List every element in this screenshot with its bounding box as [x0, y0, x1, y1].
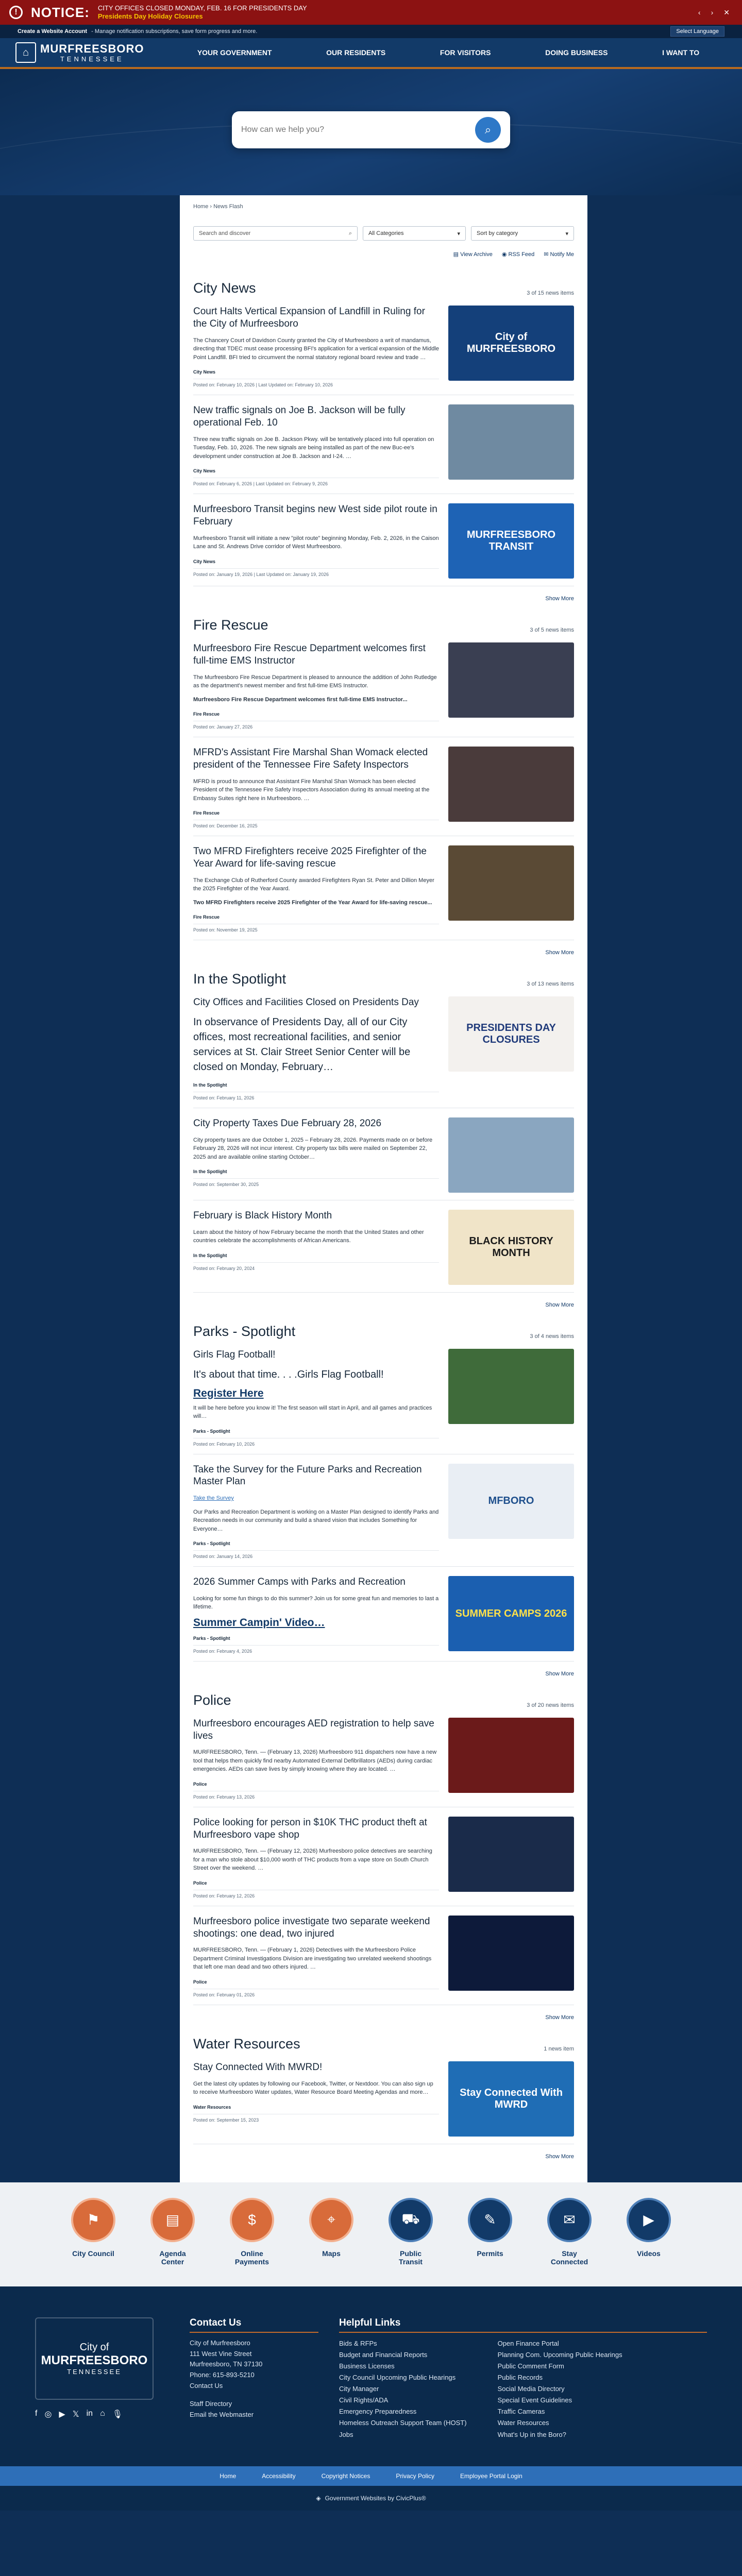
quick-link-icon: $: [230, 2198, 274, 2242]
notice-prev-button[interactable]: ‹: [698, 8, 701, 16]
category-count: 3 of 20 news items: [527, 1702, 574, 1708]
view-archive-link[interactable]: ▤ View Archive: [453, 251, 493, 258]
news-item-summary: City property taxes are due October 1, 2025 – February 28, 2026. Payments made on or before February 28, 2026 will not incur interest. City property tax bills were mailed on September 22, 2025 and are available online starting October…: [193, 1137, 433, 1160]
civicplus-icon: ◈: [316, 2494, 321, 2502]
notice-title: NOTICE:: [31, 4, 90, 20]
news-item-image[interactable]: [448, 2061, 574, 2137]
news-item-title[interactable]: New traffic signals on Joe B. Jackson will be fully operational Feb. 10: [193, 405, 406, 428]
news-item-title[interactable]: Take the Survey for the Future Parks and Recreation Master Plan: [193, 1464, 422, 1487]
news-item-image[interactable]: [448, 642, 574, 718]
bottom-link[interactable]: Copyright Notices: [321, 2472, 370, 2480]
news-item-image-text: MFBORO: [488, 1495, 534, 1506]
news-item-category: Fire Rescue: [193, 810, 220, 816]
category-header: [193, 280, 574, 296]
news-item-title[interactable]: Murfreesboro encourages AED registration to help save lives: [193, 1718, 434, 1741]
category-count: 3 of 4 news items: [530, 1333, 574, 1340]
category-title: Fire Rescue: [193, 617, 268, 633]
footer-link[interactable]: City Manager: [339, 2385, 379, 2393]
news-item-summary: Learn about the history of how February became the month that the United States and other countries celebrate the accomplishments of African Americans.: [193, 1229, 424, 1244]
news-item: [193, 2052, 574, 2144]
footer-link[interactable]: Water Resources: [497, 2419, 549, 2427]
contact-phone[interactable]: Phone: 615-893-5210: [190, 2371, 255, 2379]
news-item: [193, 836, 574, 940]
quick-link-label: Public Transit: [399, 2249, 423, 2266]
contact-column: [190, 2317, 318, 2441]
contact-us-link[interactable]: Contact Us: [190, 2381, 223, 2389]
quick-link-label: Maps: [322, 2249, 341, 2258]
instagram-icon[interactable]: ◎: [44, 2410, 52, 2419]
news-item-body: [193, 996, 439, 1100]
news-item: [193, 494, 574, 586]
bottom-link[interactable]: Home: [220, 2472, 237, 2480]
category-header: [193, 617, 574, 633]
footer-link[interactable]: City Council Upcoming Public Hearings: [339, 2374, 456, 2382]
footer-logo-line3: TENNESSEE: [67, 2367, 122, 2376]
quick-link-icon: ✎: [468, 2198, 512, 2242]
quick-link-label: Stay Connected: [550, 2249, 588, 2266]
filter-bar: [193, 215, 574, 245]
news-item-category: In the Spotlight: [193, 1169, 227, 1174]
news-item-summary: Three new traffic signals on Joe B. Jackson Pkwy. will be tentatively placed into full operation on Tuesday, Feb. 10, 2026. The new signals are being installed as part of the new Buc-ee's development under construction at Joe B. Jackson and I-24. …: [193, 436, 434, 460]
news-item-image[interactable]: [448, 1817, 574, 1892]
quick-link-label: Videos: [637, 2249, 661, 2258]
news-item-image[interactable]: [448, 306, 574, 381]
logo-title: MURFREESBORO: [40, 42, 144, 55]
news-item-title[interactable]: Murfreesboro Transit begins new West side pilot route in February: [193, 504, 437, 527]
quick-link-item[interactable]: [308, 2198, 355, 2266]
hero-banner: [0, 69, 742, 195]
news-item: [193, 1108, 574, 1200]
news-item-category: Police: [193, 1979, 207, 1985]
news-item-highlight: Two MFRD Firefighters receive 2025 Firefighter of the Year Award for life-saving rescue...: [193, 899, 432, 906]
news-item-image[interactable]: [448, 1916, 574, 1991]
news-item-image[interactable]: [448, 1349, 574, 1424]
news-item-date: Posted on: February 12, 2026: [193, 1890, 439, 1899]
chevron-down-icon: ▾: [457, 230, 460, 237]
footer-link[interactable]: Planning Com. Upcoming Public Hearings: [497, 2350, 622, 2359]
news-item-title[interactable]: Court Halts Vertical Expansion of Landfill in Ruling for the City of Murfreesboro: [193, 306, 425, 329]
news-item-image-text: City of MURFREESBORO: [466, 331, 556, 354]
category-header: [193, 2036, 574, 2052]
rss-feed-link[interactable]: ◉ RSS Feed: [501, 251, 535, 258]
news-item-body: [193, 306, 439, 387]
news-item-image-text: MURFREESBORO TRANSIT: [466, 529, 556, 552]
news-item-summary: The Exchange Club of Rutherford County awarded Firefighters Ryan St. Peter and Dillion Meyer the 2025 Firefighter of the Year Award.: [193, 877, 434, 892]
category-title: In the Spotlight: [193, 971, 286, 987]
news-item-title[interactable]: Murfreesboro police investigate two separate weekend shootings: one dead, two injured: [193, 1916, 430, 1939]
news-item-body: [193, 642, 439, 730]
news-item-lead: In observance of Presidents Day, all of our City offices, most recreational facilities, and senior services at St. Clair Street Senior Center will be closed on Monday, February…: [193, 1016, 411, 1073]
news-item-summary: Murfreesboro Transit will initiate a new "pilot route" beginning Monday, Feb. 2, 2026, in the Caison Lane and St. Andrews Drive corridor of West Murfreesboro.: [193, 535, 439, 550]
news-item: [193, 1454, 574, 1567]
news-item-summary: The Chancery Court of Davidson County granted the City of Murfreesboro a writ of mandamus, directing that TDEC must cease processing BFI's application for a vertical expansion of the Middle Point Landfill. BFI tried to circumvent the normal statutory regional board review and trade …: [193, 337, 439, 361]
main-content: [180, 195, 587, 2182]
contact-line: 111 West Vine Street: [190, 2349, 252, 2358]
news-item-date: Posted on: January 27, 2026: [193, 721, 439, 730]
news-item: [193, 395, 574, 494]
quick-link-label: City Council: [72, 2249, 114, 2258]
main-nav: [170, 38, 727, 67]
news-item-date: Posted on: February 13, 2026: [193, 1791, 439, 1800]
news-item-category: Police: [193, 1781, 207, 1787]
credit-bar: [0, 2486, 742, 2511]
contact-title: Contact Us: [190, 2317, 242, 2328]
hero-search-input[interactable]: [241, 125, 475, 134]
show-more-link[interactable]: Show More: [545, 2014, 574, 2021]
notify-me-link[interactable]: ✉ Notify Me: [544, 251, 574, 258]
news-category: [193, 604, 574, 958]
news-item: [193, 1807, 574, 1906]
footer-logo: [35, 2317, 169, 2441]
language-select[interactable]: Select Language: [670, 26, 724, 37]
account-description: - Manage notification subscriptions, save form progress and more.: [91, 28, 258, 35]
news-item-image-text: BLACK HISTORY MONTH: [469, 1235, 553, 1259]
news-item-body: [193, 503, 439, 579]
news-item-link[interactable]: Summer Campin' Video…: [193, 1616, 325, 1629]
news-item: [193, 633, 574, 737]
quick-link-label: Agenda Center: [159, 2249, 186, 2266]
credit-text[interactable]: Government Websites by CivicPlus®: [325, 2494, 426, 2502]
news-item-image-text: SUMMER CAMPS 2026: [455, 1607, 567, 1619]
footer-link[interactable]: Public Comment Form: [497, 2362, 564, 2370]
page-body: [0, 195, 742, 2182]
quick-link-icon: ⛟: [389, 2198, 433, 2242]
quick-link-icon: ✉: [547, 2198, 592, 2242]
news-item-category: City News: [193, 369, 216, 375]
news-item-link[interactable]: Take the Survey: [193, 1495, 234, 1501]
x-icon[interactable]: 𝕏: [72, 2410, 79, 2419]
site-footer: [0, 2286, 742, 2466]
quick-link-item[interactable]: [626, 2198, 672, 2266]
news-item-title[interactable]: Stay Connected With MWRD!: [193, 2061, 323, 2073]
news-item: [193, 1567, 574, 1662]
news-category: [193, 267, 574, 604]
news-item-title[interactable]: MFRD's Assistant Fire Marshal Shan Womack elected president of the Tennessee Fire Safety Inspectors: [193, 747, 428, 770]
quick-link-label: Online Payments: [234, 2249, 269, 2266]
news-item-category: Parks - Spotlight: [193, 1541, 230, 1546]
news-item-image[interactable]: [448, 747, 574, 822]
notice-next-button[interactable]: ›: [711, 8, 714, 16]
news-item-date: Posted on: September 15, 2023: [193, 2114, 439, 2123]
news-item-date: Posted on: February 4, 2026: [193, 1645, 439, 1654]
email-webmaster-link[interactable]: Email the Webmaster: [190, 2410, 254, 2418]
news-item-body: [193, 1916, 439, 1997]
footer-link[interactable]: What's Up in the Boro?: [497, 2430, 566, 2438]
category-title: Parks - Spotlight: [193, 1323, 296, 1339]
news-item-category: City News: [193, 468, 216, 473]
account-bar: [0, 25, 742, 38]
linkedin-icon[interactable]: in: [86, 2409, 93, 2418]
news-item-image[interactable]: [448, 1464, 574, 1539]
footer-link[interactable]: Special Event Guidelines: [497, 2396, 572, 2404]
news-item-category: In the Spotlight: [193, 1082, 227, 1088]
site-header: [0, 38, 742, 69]
notice-bar: [0, 0, 742, 25]
bottom-link[interactable]: Privacy Policy: [396, 2472, 435, 2480]
news-search-input[interactable]: Search and discover ⌕: [193, 226, 358, 241]
hero-search: [232, 111, 510, 148]
youtube-icon[interactable]: ▶: [59, 2410, 65, 2419]
news-item-body: [193, 845, 439, 933]
news-item-summary: MFRD is proud to announce that Assistant Fire Marshal Shan Womack has been elected President of the Tennessee Fire Safety Inspectors Association during its annual meeting at the Embassy Suites right here in Murfreesboro. …: [193, 778, 430, 802]
news-item-date: Posted on: February 10, 2026 | Last Updated on: February 10, 2026: [193, 379, 439, 387]
category-title: City News: [193, 280, 256, 296]
footer-link[interactable]: Budget and Financial Reports: [339, 2350, 428, 2359]
news-item-body: [193, 1349, 439, 1447]
category-count: 3 of 15 news items: [527, 290, 574, 296]
notice-headline: CITY OFFICES CLOSED MONDAY, FEB. 16 FOR PRESIDENTS DAY: [97, 4, 307, 12]
links-title: Helpful Links: [339, 2317, 401, 2328]
staff-directory-link[interactable]: Staff Directory: [190, 2399, 232, 2408]
news-item-title[interactable]: 2026 Summer Camps with Parks and Recreation: [193, 1577, 406, 1587]
news-item-image-text: PRESIDENTS DAY CLOSURES: [466, 1022, 556, 1045]
news-item: [193, 1340, 574, 1454]
city-hall-icon: ⌂: [15, 42, 36, 63]
news-item-date: Posted on: January 19, 2026 | Last Updated on: January 19, 2026: [193, 568, 439, 577]
news-item-summary: MURFREESBORO, Tenn. — (February 13, 2026) Murfreesboro 911 dispatchers now have a new tool that helps them quickly find nearby Automated External Defibrillators (AEDs) during cardiac emergencies. AEDs can save lives by simply knowing where they are located. …: [193, 1749, 437, 1773]
site-logo[interactable]: [15, 42, 170, 63]
news-item: [193, 1906, 574, 2005]
news-item-body: [193, 747, 439, 828]
news-item-highlight: Murfreesboro Fire Rescue Department welcomes first full-time EMS Instructor...: [193, 696, 408, 703]
news-item-image[interactable]: [448, 996, 574, 1072]
news-item-body: [193, 2061, 439, 2137]
bottom-link[interactable]: Employee Portal Login: [460, 2472, 522, 2480]
quick-link-icon: ⚑: [71, 2198, 115, 2242]
news-actions: [193, 245, 574, 267]
quick-link-label: Permits: [477, 2249, 503, 2258]
quick-link-item[interactable]: [467, 2198, 513, 2266]
podcast-icon[interactable]: 🎙: [112, 2410, 123, 2419]
news-item-category: Fire Rescue: [193, 914, 220, 920]
show-more-link[interactable]: Show More: [545, 1301, 574, 1308]
links-list-a: [339, 2338, 467, 2441]
news-item-title[interactable]: City Offices and Facilities Closed on Presidents Day: [193, 997, 419, 1008]
news-item-category: Police: [193, 1880, 207, 1886]
notice-link[interactable]: Presidents Day Holiday Closures: [97, 12, 203, 20]
alert-icon: !: [9, 6, 23, 19]
category-header: [193, 971, 574, 987]
news-category: [193, 1310, 574, 1679]
news-item-title[interactable]: February is Black History Month: [193, 1210, 332, 1221]
news-item-link[interactable]: Register Here: [193, 1387, 264, 1399]
news-item-title[interactable]: City Property Taxes Due February 28, 2026: [193, 1117, 382, 1129]
news-item-date: Posted on: February 6, 2026 | Last Updated on: February 9, 2026: [193, 478, 439, 486]
category-title: Police: [193, 1692, 231, 1708]
show-more-link[interactable]: Show More: [545, 1670, 574, 1677]
news-item-category: City News: [193, 558, 216, 564]
news-item-image[interactable]: [448, 1576, 574, 1651]
logo-subtitle: TENNESSEE: [60, 55, 124, 63]
notice-close-button[interactable]: ✕: [723, 8, 730, 16]
news-item-body: [193, 1210, 439, 1285]
nav-doing-business[interactable]: DOING BUSINESS: [545, 48, 608, 57]
social-links: [35, 2409, 169, 2419]
facebook-icon[interactable]: f: [35, 2409, 38, 2418]
chevron-down-icon: ▾: [565, 230, 568, 237]
footer-logo-line2: MURFREESBORO: [41, 2353, 148, 2367]
sort-select[interactable]: Sort by category ▾: [471, 226, 574, 241]
news-item: [193, 296, 574, 395]
category-count: 3 of 13 news items: [527, 981, 574, 987]
quick-link-item[interactable]: [149, 2198, 196, 2266]
news-item: [193, 1200, 574, 1293]
news-item-summary: Get the latest city updates by following our Facebook, Twitter, or Nextdoor. You can also sign up to receive Murfreesboro Water updates, Water Resource Board Meeting Agendas and more…: [193, 2080, 433, 2095]
news-item-summary: Our Parks and Recreation Department is working on a Master Plan designed to identify Parks and Recreation needs in our community and build a shared vision that includes Something for Everyone…: [193, 1509, 439, 1532]
news-item-image-text: Stay Connected With MWRD: [460, 2087, 563, 2110]
search-icon[interactable]: ⌕: [475, 117, 501, 143]
news-item-image[interactable]: [448, 503, 574, 579]
show-more-link[interactable]: Show More: [545, 2153, 574, 2160]
footer-link[interactable]: Homeless Outreach Support Team (HOST): [339, 2419, 467, 2427]
links-column: [339, 2317, 707, 2441]
show-more-link[interactable]: Show More: [545, 596, 574, 602]
news-item: [193, 1708, 574, 1807]
quick-link-icon: ▶: [627, 2198, 671, 2242]
nav-our-residents[interactable]: OUR RESIDENTS: [326, 48, 386, 57]
news-item-summary: MURFREESBORO, Tenn. — (February 12, 2026) Murfreesboro police detectives are searching for a man who stole about $10,000 worth of THC products from a vape store on South Church Street over the weekend. …: [193, 1848, 432, 1872]
quick-link-icon: ⌖: [309, 2198, 353, 2242]
category-count: 1 news item: [544, 2045, 574, 2052]
quick-links: [0, 2182, 742, 2286]
news-item-summary: Looking for some fun things to do this summer? Join us for some great fun and memories to last a lifetime.: [193, 1595, 439, 1611]
search-icon[interactable]: ⌕: [348, 230, 352, 236]
create-account-link[interactable]: Create a Website Account: [18, 28, 88, 35]
news-item-date: Posted on: February 10, 2026: [193, 1438, 439, 1447]
news-item-category: In the Spotlight: [193, 1252, 227, 1258]
news-item-date: Posted on: January 14, 2026: [193, 1550, 439, 1559]
news-item-image[interactable]: [448, 404, 574, 480]
contact-line: City of Murfreesboro: [190, 2338, 250, 2347]
news-item-title[interactable]: Girls Flag Football!: [193, 1349, 276, 1360]
category-header: [193, 1692, 574, 1708]
news-item-summary: MURFREESBORO, Tenn. — (February 1, 2026) Detectives with the Murfreesboro Police Department Criminal Investigations Division are investigating two unrelated weekend shootings that left one man dead and two others injured. …: [193, 1947, 432, 1971]
bottom-link[interactable]: Accessibility: [262, 2472, 296, 2480]
news-item-date: Posted on: February 01, 2026: [193, 1989, 439, 1997]
news-item-body: [193, 1117, 439, 1193]
news-item-date: Posted on: November 19, 2025: [193, 924, 439, 933]
category-header: [193, 1324, 574, 1340]
footer-link[interactable]: Open Finance Portal: [497, 2339, 559, 2347]
news-item-date: Posted on: February 20, 2024: [193, 1262, 439, 1271]
news-item-image[interactable]: [448, 1117, 574, 1193]
news-item-category: Water Resources: [193, 2104, 231, 2110]
nav-i-want-to[interactable]: I WANT TO: [662, 48, 700, 57]
news-item-category: Fire Rescue: [193, 711, 220, 717]
nav-for-visitors[interactable]: FOR VISITORS: [440, 48, 491, 57]
news-item-image[interactable]: [448, 845, 574, 921]
news-category: [193, 958, 574, 1310]
quick-link-icon: ▤: [150, 2198, 195, 2242]
quick-link-item[interactable]: [546, 2198, 593, 2266]
footer-link[interactable]: Emergency Preparedness: [339, 2408, 417, 2416]
news-item-summary: It will be here before you know it! The first season will start in April, and all games and practices will…: [193, 1404, 432, 1419]
news-category: [193, 1679, 574, 2023]
news-item-title[interactable]: Police looking for person in $10K THC product theft at Murfreesboro vape shop: [193, 1817, 427, 1840]
news-category: [193, 2023, 574, 2162]
footer-link[interactable]: Traffic Cameras: [497, 2408, 545, 2416]
news-item: [193, 987, 574, 1108]
nextdoor-icon[interactable]: ⌂: [100, 2409, 105, 2418]
show-more-link[interactable]: Show More: [545, 950, 574, 956]
news-item-summary: The Murfreesboro Fire Rescue Department is pleased to announce the addition of John Rutledge as the department's newest member and first full-time EMS Instructor.: [193, 674, 437, 689]
news-item-category: Parks - Spotlight: [193, 1635, 230, 1641]
category-title: Water Resources: [193, 2036, 300, 2052]
news-item-image[interactable]: [448, 1210, 574, 1285]
news-item-title[interactable]: Murfreesboro Fire Rescue Department welcomes first full-time EMS Instructor: [193, 643, 426, 666]
news-item-body: [193, 1718, 439, 1800]
quick-link-item[interactable]: [70, 2198, 116, 2266]
news-item-date: Posted on: September 30, 2025: [193, 1178, 439, 1187]
footer-link[interactable]: Civil Rights/ADA: [339, 2396, 389, 2404]
category-count: 3 of 5 news items: [530, 627, 574, 633]
news-item-lead: It's about that time. . . .Girls Flag Football!: [193, 1368, 384, 1380]
nav-your-government[interactable]: YOUR GOVERNMENT: [197, 48, 272, 57]
news-item: [193, 737, 574, 836]
news-item-image[interactable]: [448, 1718, 574, 1793]
news-item-date: Posted on: February 11, 2026: [193, 1092, 439, 1100]
news-item-body: [193, 1464, 439, 1560]
news-item-body: [193, 1817, 439, 1899]
news-item-title[interactable]: Two MFRD Firefighters receive 2025 Firefighter of the Year Award for life-saving rescue: [193, 846, 427, 869]
footer-link[interactable]: Bids & RFPs: [339, 2339, 377, 2347]
news-item-date: Posted on: December 16, 2025: [193, 820, 439, 828]
category-select[interactable]: All Categories ▾: [363, 226, 466, 241]
footer-link[interactable]: Jobs: [339, 2430, 353, 2438]
bottom-links: [0, 2466, 742, 2486]
news-item-body: [193, 1576, 439, 1654]
news-item-body: [193, 404, 439, 486]
quick-link-item[interactable]: [229, 2198, 275, 2266]
footer-link[interactable]: Business Licenses: [339, 2362, 395, 2370]
footer-link[interactable]: Social Media Directory: [497, 2385, 565, 2393]
footer-link[interactable]: Public Records: [497, 2374, 543, 2382]
news-item-category: Parks - Spotlight: [193, 1428, 230, 1434]
links-list-b: [498, 2338, 622, 2441]
breadcrumb[interactable]: Home › News Flash: [193, 204, 243, 210]
quick-link-item[interactable]: [387, 2198, 434, 2266]
contact-line: Murfreesboro, TN 37130: [190, 2360, 263, 2368]
footer-logo-line1: City of: [79, 2341, 109, 2353]
